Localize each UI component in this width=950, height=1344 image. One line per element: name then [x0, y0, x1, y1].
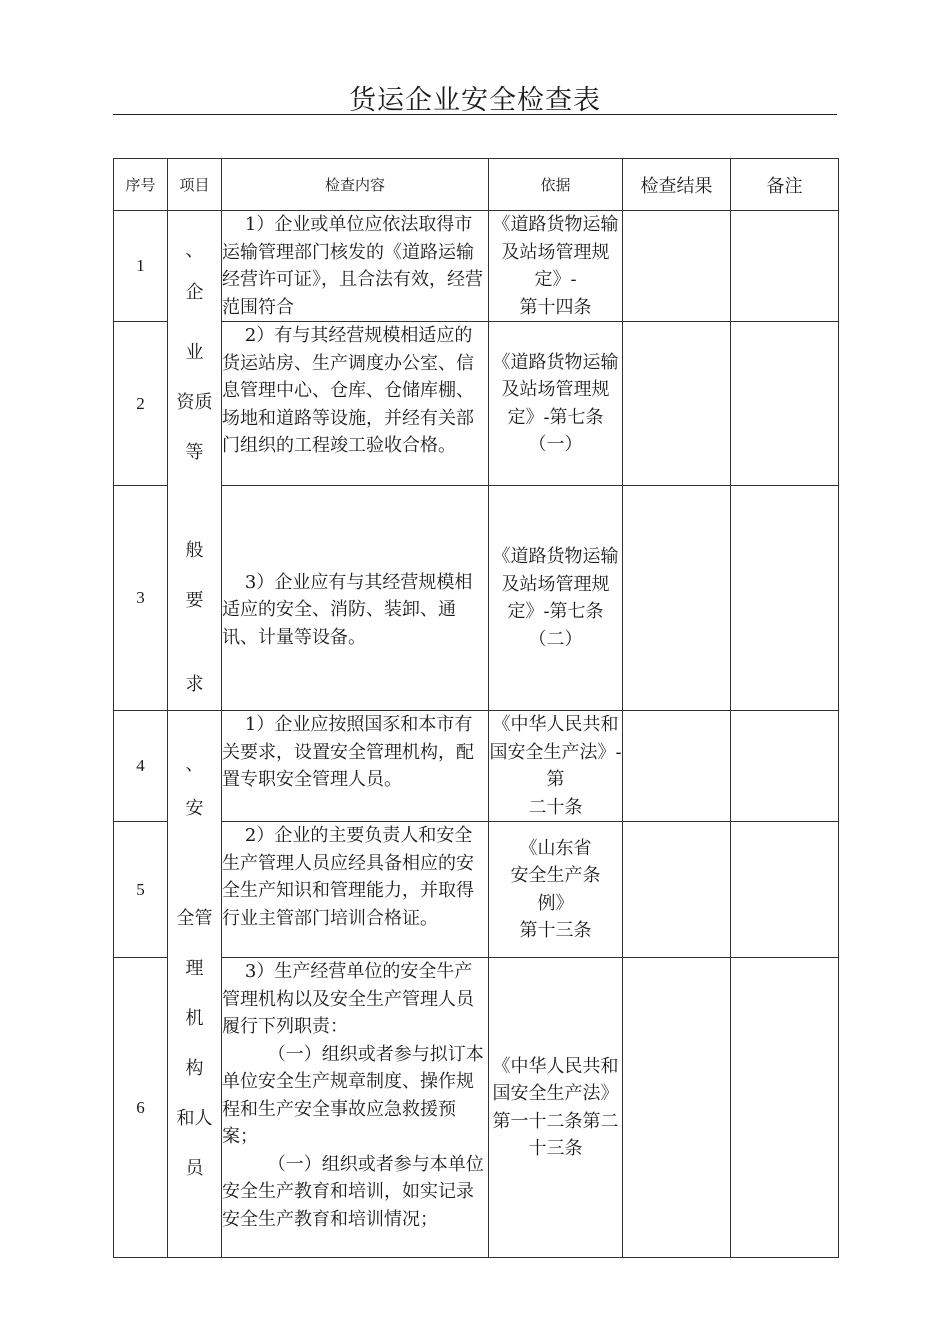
group-label-safety-management: [168, 711, 222, 1258]
remark-cell[interactable]: [731, 322, 839, 486]
group-label-qualification: [168, 211, 222, 711]
row-number: 6: [114, 958, 168, 1258]
header-row: [114, 159, 839, 211]
group-char: 业: [185, 342, 204, 363]
table-row: [114, 322, 839, 486]
header-remark: 备注: [731, 159, 839, 211]
result-cell[interactable]: [623, 211, 731, 322]
group-char: 理: [185, 958, 204, 979]
basis-reference: 《山东省 安全生产条 例》 第十三条: [489, 822, 623, 958]
row-number: 3: [114, 486, 168, 711]
basis-reference: 《道路货物运输及站场管理规定》-第七条（二）: [489, 486, 623, 711]
remark-cell[interactable]: [731, 711, 839, 822]
check-content: 1）企业或单位应依法取得市运输管理部门核发的《道路运输经营许可证》，且合法有效，经营范围符合: [222, 211, 489, 322]
group-char: 机: [185, 1008, 204, 1029]
group-char: 员: [185, 1158, 204, 1179]
check-content: 1）企业应按照国豕和本市有关要求，设置安全管理机构，配置专职安全管理人员。: [222, 711, 489, 822]
check-content: 3）生产经营单位的安全牛产管理机构以及安全生产管理人员履行下列职责： （一）组织或者参与拟订本单位安全生产规章制度、操作规程和生产安全事故应急救援预案； （一）组织或者参与本单位安全生产教育和培训，如实记录安全生产教育和培训情况；: [222, 958, 489, 1258]
title-underline: [113, 114, 837, 115]
group-char: 等: [185, 442, 204, 463]
group-char: 资质: [176, 392, 213, 413]
check-content: 3）企业应有与其经营规模相适应的安全、消防、装卸、通讯、计量等设备。: [222, 486, 489, 711]
group-char: 、: [185, 754, 204, 775]
row-number: 1: [114, 211, 168, 322]
group-char: 般: [185, 540, 204, 561]
result-cell[interactable]: [623, 958, 731, 1258]
result-cell[interactable]: [623, 822, 731, 958]
remark-cell[interactable]: [731, 958, 839, 1258]
result-cell[interactable]: [623, 711, 731, 822]
remark-cell[interactable]: [731, 822, 839, 958]
remark-cell[interactable]: [731, 211, 839, 322]
table-row: [114, 958, 839, 1258]
table-row: [114, 211, 839, 322]
group-char: 、: [185, 240, 204, 261]
table-row: [114, 822, 839, 958]
row-number: 2: [114, 322, 168, 486]
remark-cell[interactable]: [731, 486, 839, 711]
check-content: 2）有与其经营规模相适应的货运站房、生产调度办公室、信息管理中心、仓库、仓储库棚、场地和道路等设施，并经有关部门组织的工程竣工验收合格。: [222, 322, 489, 486]
header-basis: 依据: [489, 159, 623, 211]
group-char: 全管: [176, 908, 213, 929]
document-title: 货运企业安全检查表: [349, 85, 601, 116]
header-item: 项目: [168, 159, 222, 211]
inspection-table: [113, 158, 839, 1258]
result-cell[interactable]: [623, 322, 731, 486]
check-content: 2）企业的主要负责人和安全生产管理人员应经具备相应的安全生产知识和管理能力，并取得行业主管部门培训合格证。: [222, 822, 489, 958]
header-content: 检查内容: [222, 159, 489, 211]
group-char: 构: [185, 1058, 204, 1079]
basis-reference: 《中华人民共和国安全生产法》-第 二十条: [489, 711, 623, 822]
result-cell[interactable]: [623, 486, 731, 711]
row-number: 5: [114, 822, 168, 958]
table-row: [114, 711, 839, 822]
header-result: 检查结果: [623, 159, 731, 211]
group-char: 安: [185, 798, 204, 819]
group-char: 要: [185, 590, 204, 611]
basis-reference: 《道路货物运输及站场管理规定》-第七条（一）: [489, 322, 623, 486]
table-row: [114, 486, 839, 711]
header-no: 序号: [114, 159, 168, 211]
group-char: 求: [185, 674, 204, 695]
basis-reference: 《道路货物运输及站场管理规定》- 第十四条: [489, 211, 623, 322]
basis-reference: 《中华人民共和国安全生产法》第一十二条第二十三条: [489, 958, 623, 1258]
group-char: 和人: [176, 1108, 213, 1129]
group-char: 企: [185, 282, 204, 303]
row-number: 4: [114, 711, 168, 822]
